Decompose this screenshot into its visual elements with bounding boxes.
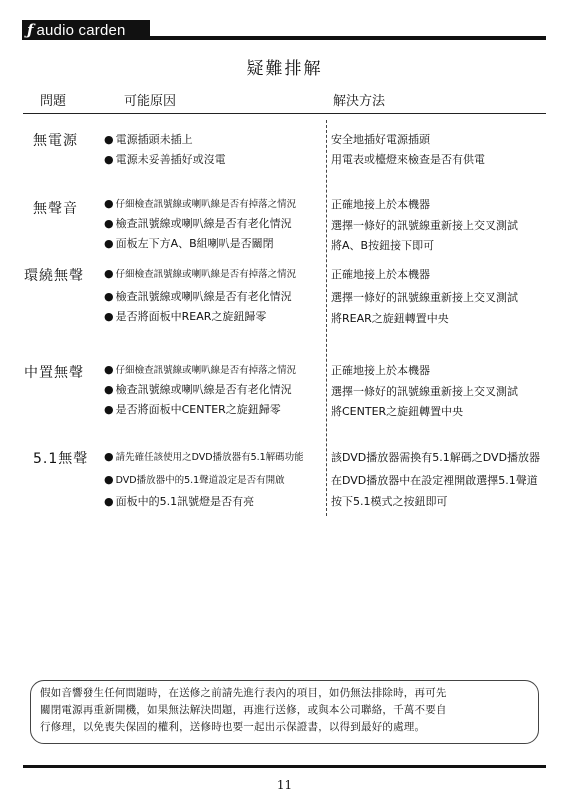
service-note-box [30, 680, 539, 744]
cause-item: ● 是否將面板中REAR之旋鈕歸零 [104, 310, 267, 323]
cause-item: ● 是否將面板中CENTER之旋鈕歸零 [104, 403, 281, 416]
cause-item: ● 電源未妥善插好或沒電 [104, 153, 226, 166]
solution-item: 用電表或檯燈來檢查是否有供電 [331, 153, 485, 166]
note-line: 關閉電源再重新開機，如果無法解決問題，再進行送修，或與本公司聯絡，千萬不要自 [40, 704, 447, 716]
cause-item: ● 檢查訊號線或喇叭線是否有老化情況 [104, 290, 292, 303]
cause-item: ● 面板中的5.1訊號燈是否有亮 [104, 495, 255, 508]
column-separator [326, 120, 327, 516]
bullet-icon: ● [104, 403, 114, 416]
solution-item: 在DVD播放器中在設定裡開啟選擇5.1聲道 [331, 474, 538, 487]
cause-item: ● 仔細檢查訊號線或喇叭線是否有掉落之情況 [104, 267, 297, 280]
cause-item: ● 仔細檢查訊號線或喇叭線是否有掉落之情況 [104, 363, 297, 376]
cause-item: ● 仔細檢查訊號線或喇叭線是否有掉落之情況 [104, 197, 297, 210]
cause-item: ● 檢查訊號線或喇叭線是否有老化情況 [104, 383, 292, 396]
solution-item: 選擇一條好的訊號線重新接上交叉測試 [331, 385, 518, 398]
solution-item: 選擇一條好的訊號線重新接上交叉測試 [331, 219, 518, 232]
solution-item: 安全地插好電源插頭 [331, 133, 430, 146]
cause-item: ● 面板左下方A、B組喇叭是否關閉 [104, 237, 274, 250]
bullet-icon: ● [104, 133, 114, 146]
bullet-icon: ● [104, 153, 114, 166]
problem-no-center: 中置無聲 [24, 365, 84, 381]
solution-item: 將REAR之旋鈕轉置中央 [331, 312, 449, 325]
problem-no-sound: 無聲音 [33, 201, 78, 217]
bullet-icon: ● [104, 290, 114, 303]
cause-item: ● 請先確任該使用之DVD播放器有5.1解碼功能 [104, 450, 304, 463]
solution-item: 選擇一條好的訊號線重新接上交叉測試 [331, 291, 518, 304]
column-header-solution: 解決方法 [333, 94, 386, 109]
bullet-icon: ● [104, 267, 114, 280]
problem-no-power: 無電源 [33, 133, 78, 149]
bullet-icon: ● [104, 237, 114, 250]
bullet-icon: ● [104, 495, 114, 508]
note-line: 行修理，以免喪失保固的權利，送修時也要一起出示保證書，以得到最好的處理。 [40, 721, 426, 733]
bullet-icon: ● [104, 197, 114, 210]
footer-rule [23, 765, 546, 768]
column-header-cause: 可能原因 [124, 94, 177, 109]
solution-item: 正確地接上於本機器 [331, 268, 430, 281]
bullet-icon: ● [104, 363, 114, 376]
bullet-icon: ● [104, 473, 114, 486]
solution-item: 正確地接上於本機器 [331, 364, 430, 377]
page-number: 11 [276, 778, 293, 792]
bullet-icon: ● [104, 383, 114, 396]
solution-item: 將CENTER之旋鈕轉置中央 [331, 405, 464, 418]
cause-item: ● 電源插頭未插上 [104, 133, 193, 146]
solution-item: 正確地接上於本機器 [331, 198, 430, 211]
problem-no-surround: 環繞無聲 [24, 268, 84, 284]
cause-item: ● DVD播放器中的5.1聲道設定是否有開啟 [104, 473, 285, 486]
column-header-problem: 問題 [40, 94, 67, 109]
column-header-rule [23, 113, 546, 114]
bullet-icon: ● [104, 310, 114, 323]
page-title: 疑難排解 [246, 59, 323, 79]
logo-mark-icon: ƒ [27, 21, 34, 39]
solution-item: 按下5.1模式之按鈕即可 [331, 495, 448, 508]
header-rule [150, 36, 546, 40]
solution-item: 該DVD播放器需換有5.1解碼之DVD播放器 [331, 451, 541, 464]
bullet-icon: ● [104, 450, 114, 463]
logo-text: audio carden [36, 21, 126, 39]
solution-item: 將A、B按鈕接下即可 [331, 239, 435, 252]
problem-no-5-1: 5.1無聲 [33, 451, 89, 467]
brand-logo [22, 20, 150, 40]
bullet-icon: ● [104, 217, 114, 230]
note-line: 假如音響發生任何問題時，在送修之前請先進行表內的項目，如仍無法排除時，再可先 [40, 687, 447, 699]
cause-item: ● 檢查訊號線或喇叭線是否有老化情況 [104, 217, 292, 230]
